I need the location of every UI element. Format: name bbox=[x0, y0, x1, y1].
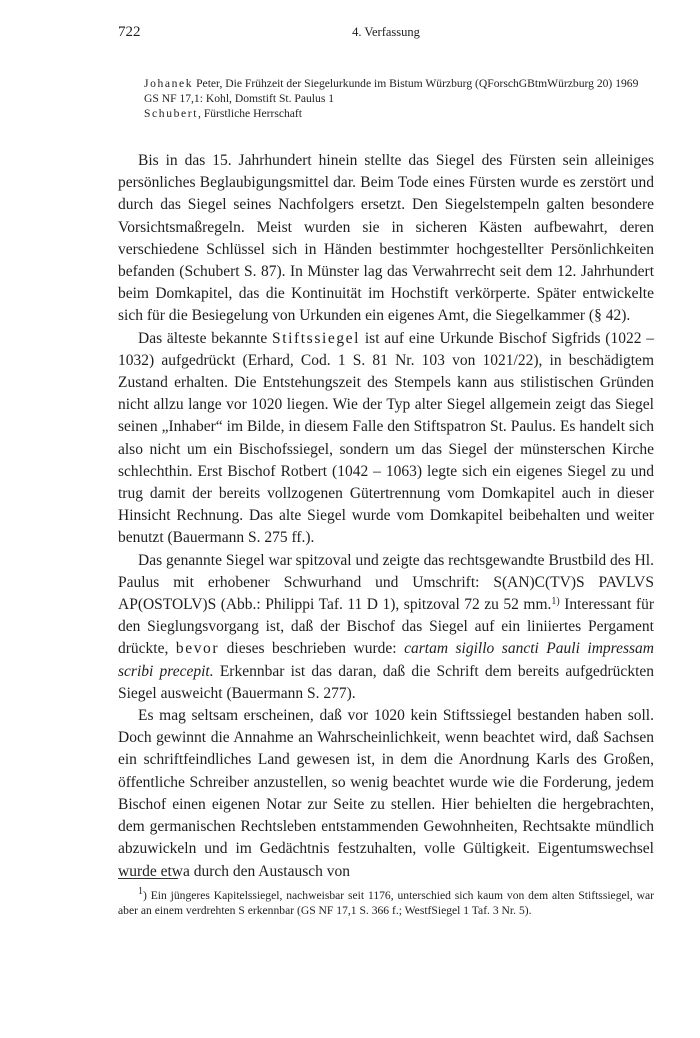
reference-list bbox=[144, 76, 654, 121]
footnote-text: ) Ein jüngeres Kapitelssiegel, nachweisbar seit 1176, unterschied sich kaum von dem alten Stiftssiegel, war aber an einem verdrehten S erkennbar (GS NF 17,1 S. 366 f.; WestfSiegel 1 Taf. 3 Nr. 5). bbox=[118, 889, 654, 918]
paragraph-2-text: Das älteste bekannte bbox=[138, 329, 272, 347]
running-head: 4. Verfassung bbox=[352, 25, 420, 39]
paragraph-3-text: Erkennbar ist das daran, daß die Schrift dem bereits aufgedrückten Siegel ausweicht (Bauermann S. 277). bbox=[118, 662, 655, 702]
paragraph-3-text: Interessant für den Sieglungsvorgang ist, daß der Bischof das Siegel auf ein liniiertes Pergament drückte, bbox=[118, 596, 654, 658]
page-header bbox=[118, 24, 654, 46]
reference-item bbox=[144, 91, 654, 106]
reference-text: Peter, Die Frühzeit der Siegelurkunde im Bistum Würzburg (QForschGBtmWürzburg 20) 1969 bbox=[193, 77, 639, 90]
paragraph-3 bbox=[118, 550, 654, 705]
footnote-number: 1 bbox=[138, 886, 143, 897]
spaced-term: bevor bbox=[175, 640, 220, 658]
page-number: 722 bbox=[118, 24, 141, 40]
main-text bbox=[118, 150, 654, 883]
reference-text: , Fürstliche Herrschaft bbox=[198, 107, 303, 120]
footnote-divider bbox=[118, 878, 178, 879]
paragraph-2-text: ist auf eine Urkunde Bischof Sigfrids (1022 – 1032) aufgedrückt (Erhard, Cod. 1 S. 81 Nr. 103 von 1021/22), in beschädigtem Zustand erhalten. Die Entstehungszeit des Stempels kann aus stilistischen Gründen nicht allzu lange vor 1020 liegen. Wie der Typ alter Siegel allgemein zeigt das Siegel seinen „Inhaber“ im Bilde, in diesem Falle den Stiftspatron St. Paulus. Es handelt sich also nicht um ein Bischofssiegel, sondern um das Siegel der münsterschen Kirche schlechthin. Erst Bischof Rotbert (1042 – 1063) legte sich ein eigenes Siegel zu und trug damit der bereits vollzogenen Gütertrennung vom Domkapitel auch in dieser Hinsicht Rechnung. Das alte Siegel wurde vom Domkapitel beibehalten und weiter benutzt (Bauermann S. 275 ff.). bbox=[118, 329, 654, 547]
paragraph-3-text: Das genannte Siegel war spitzoval und zeigte das rechtsgewandte Brustbild des Hl. Paulus mit erhobener Schwurhand und Umschrift: S(AN)C(TV)S PAVLVS AP(OSTOLV)S (Abb.: Philippi Taf. 11 D 1), spitzoval 72 zu 52 mm. bbox=[118, 551, 654, 614]
latin-quote: cartam sigillo sancti Pauli impressam scribi precepit. bbox=[118, 640, 654, 680]
paragraph-1: Bis in das 15. Jahrhundert hinein stellte das Siegel des Fürsten sein alleiniges persönliches Beglaubigungsmittel dar. Beim Tode eines Fürsten wurde es zerstört und durch das Siegel seines Nachfolgers ersetzt. Den Siegelstempeln galten besondere Vorsichtsmaßregeln. Meist wurden sie in sicheren Kästen aufbewahrt, deren verschiedene Schlüssel sich in Händen bestimmter hochgestellter Persönlichkeiten befanden (Schubert S. 87). In Münster lag das Verwahrrecht seit dem 12. Jahrhundert beim Domkapitel, das die Kontinuität im Hochstift verkörperte. Später entwickelte sich für die Besiegelung von Urkunden ein eigenes Amt, die Siegelkammer (§ 42). bbox=[118, 152, 654, 325]
paragraph-4: Es mag seltsam erscheinen, daß vor 1020 kein Stiftssiegel bestanden haben soll. Doch gewinnt die Annahme an Wahrscheinlichkeit, wenn beachtet wird, daß Sachsen ein schriftfeindliches Land gewesen ist, in dem die Anordnung Karls des Großen, öffentliche Schreiber anzustellen, so wenig beachtet wurde wie die Forderung, jedem Bischof einen eigenen Notar zur Seite zu stellen. Hier behielten die hergebrachten, dem germanischen Rechtsleben entstammenden Gewohnheiten, Rechtsakte mündlich abzuwickeln und im Gedächtnis festzuhalten, volle Gültigkeit. Eigentumswechsel wurde etwa durch den Austausch von bbox=[118, 707, 654, 880]
footnote bbox=[118, 888, 654, 919]
reference-text: GS NF 17,1: Kohl, Domstift St. Paulus 1 bbox=[144, 92, 335, 105]
reference-item bbox=[144, 76, 654, 91]
paragraph-2 bbox=[118, 328, 654, 550]
reference-author: Schubert bbox=[144, 107, 199, 120]
reference-item bbox=[144, 106, 654, 121]
reference-author: Johanek bbox=[144, 77, 194, 90]
spaced-term: Stiftssiegel bbox=[271, 329, 361, 347]
paragraph-3-text: dieses beschrieben wurde: bbox=[219, 640, 405, 658]
footnote-marker: 1) bbox=[551, 596, 560, 608]
